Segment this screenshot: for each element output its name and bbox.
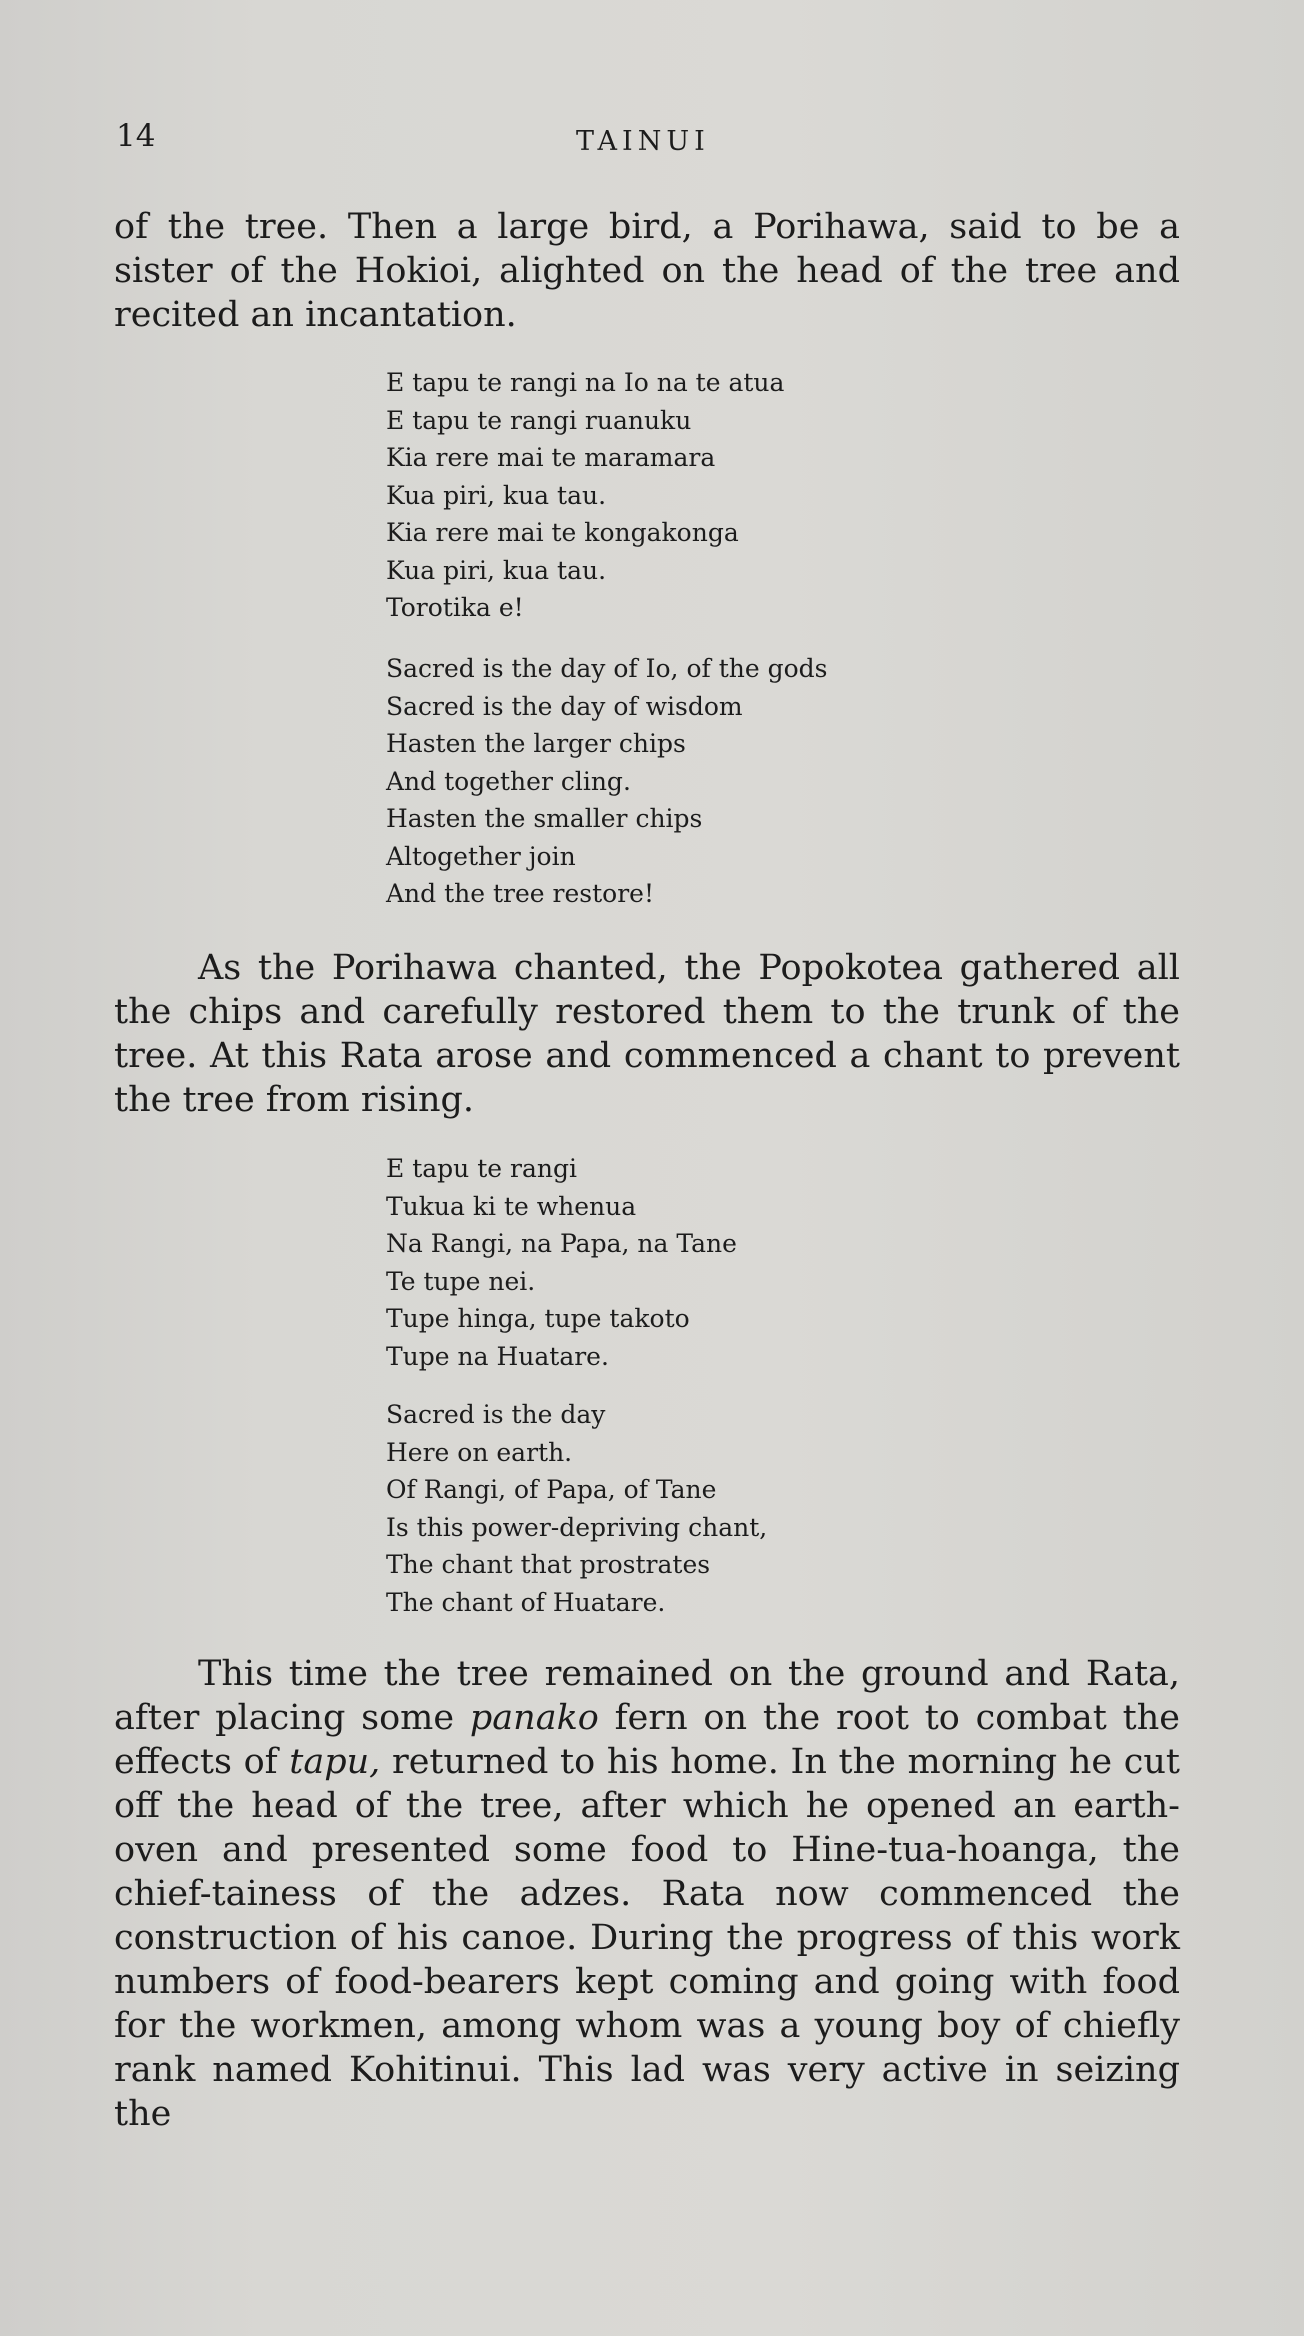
verse-line: The chant of Huatare. bbox=[386, 1587, 666, 1617]
verse-line: And together cling. bbox=[386, 766, 631, 796]
verse-line: Kia rere mai te kongakonga bbox=[386, 518, 739, 547]
verse-line: Of Rangi, of Papa, of Tane bbox=[386, 1475, 717, 1504]
tapu-term: tapu, bbox=[289, 1742, 381, 1782]
chant-2-maori bbox=[386, 1150, 1086, 1375]
verse-line: Altogether join bbox=[386, 841, 576, 871]
verse-line: E tapu te rangi ruanuku bbox=[386, 405, 692, 435]
paragraph-1: of the tree. Then a large bird, a Porihawa, said to be a sister of the Hokioi, alighted on the head of the tree and recited an incantation. bbox=[114, 207, 1180, 335]
verse-line: Tupe hinga, tupe takoto bbox=[386, 1304, 690, 1333]
chant-2-english bbox=[386, 1396, 1086, 1621]
running-head: TAINUI bbox=[576, 126, 710, 157]
verse-line: Te tupe nei. bbox=[386, 1266, 536, 1296]
verse-line: Na Rangi, na Papa, na Tane bbox=[386, 1229, 737, 1258]
verse-line: Kia rere mai te maramara bbox=[386, 443, 716, 472]
verse-line: E tapu te rangi na Io na te atua bbox=[386, 368, 785, 397]
page-number: 14 bbox=[116, 118, 156, 154]
verse-line: Tukua ki te whenua bbox=[386, 1191, 637, 1221]
verse-line: Tupe na Huatare. bbox=[386, 1341, 609, 1371]
paragraph-3-text: This time the tree remained on the ground and Rata, after placing some bbox=[114, 1654, 1180, 1738]
verse-line: Sacred is the day of Io, of the gods bbox=[386, 654, 828, 683]
verse-line: The chant that prostrates bbox=[386, 1550, 711, 1579]
verse-line: Sacred is the day bbox=[386, 1400, 606, 1429]
verse-line: Is this power-depriving chant, bbox=[386, 1512, 768, 1542]
chant-1-maori bbox=[386, 364, 1086, 627]
verse-line: Torotika e! bbox=[386, 593, 524, 622]
paragraph-3-text: fern on the root to combat the effects of bbox=[114, 1698, 1180, 1782]
paragraph-2: As the Porihawa chanted, the Popokotea gathered all the chips and carefully restored them to the trunk of the tree. At this Rata arose and commenced a chant to prevent the tree from rising. bbox=[114, 948, 1180, 1120]
verse-line: E tapu te rangi bbox=[386, 1154, 577, 1183]
verse-line: Hasten the larger chips bbox=[386, 729, 686, 758]
verse-line: Kua piri, kua tau. bbox=[386, 555, 607, 585]
chant-1-english bbox=[386, 650, 1086, 913]
verse-line: Hasten the smaller chips bbox=[386, 804, 703, 833]
verse-line: Kua piri, kua tau. bbox=[386, 480, 607, 510]
paragraph-3 bbox=[114, 1652, 1180, 2136]
verse-line: And the tree restore! bbox=[386, 879, 654, 908]
verse-line: Here on earth. bbox=[386, 1437, 573, 1467]
verse-line: Sacred is the day of wisdom bbox=[386, 691, 743, 721]
paragraph-3-text: returned to his home. In the morning he cut off the head of the tree, after which he opened an earth-oven and presented some food to Hine-tua-hoanga, the chief-tainess of the adzes. Rata now commenced the construction of his canoe. During the progress of this work numbers of food-bearers kept coming and going with food for the workmen, among whom was a young boy of chiefly rank named Kohitinui. This lad was very active in seizing the bbox=[114, 1742, 1180, 2134]
panako-term: panako bbox=[469, 1698, 599, 1738]
